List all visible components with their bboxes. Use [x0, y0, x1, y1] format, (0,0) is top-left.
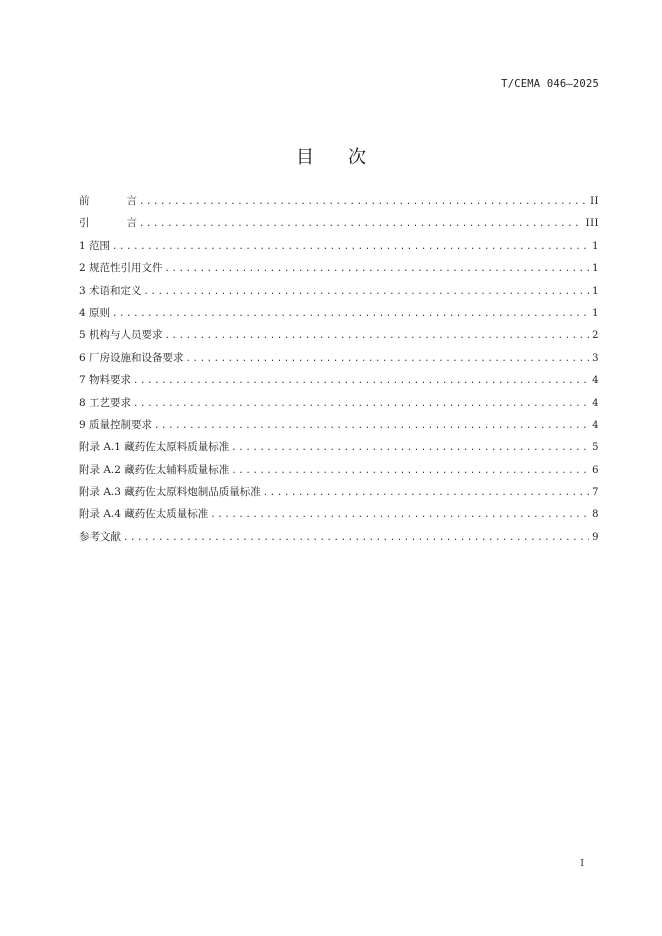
toc-dot-leader [154, 418, 589, 434]
toc-entry-page: 4 [592, 397, 599, 409]
page-number: I [580, 858, 584, 869]
toc-entry-page: II [590, 196, 599, 207]
toc-entry[interactable] [79, 350, 599, 372]
toc-entry-label: 引 言 [79, 217, 137, 230]
toc-entry-page: III [585, 218, 599, 230]
toc-entry[interactable] [79, 484, 599, 506]
toc-entry-label: 附录 A.1 藏药佐太原料质量标准 [79, 441, 230, 454]
toc-entry-label: 6 厂房设施和设备要求 [79, 351, 184, 364]
toc-dot-leader [123, 530, 589, 546]
toc-entry-page: 1 [592, 285, 599, 297]
toc-entry-page: 8 [592, 509, 599, 521]
table-of-contents [79, 193, 599, 551]
toc-entry[interactable] [79, 529, 599, 551]
toc-dot-leader [210, 507, 589, 523]
toc-dot-leader [133, 373, 589, 389]
toc-entry[interactable] [79, 439, 599, 461]
document-code: T/CEMA 046—2025 [501, 78, 599, 90]
toc-entry[interactable] [79, 417, 599, 439]
toc-entry-label: 9 质量控制要求 [79, 418, 153, 431]
toc-dot-leader [139, 216, 583, 232]
toc-entry-label: 7 物料要求 [79, 374, 132, 387]
toc-entry-page: 1 [592, 307, 599, 319]
toc-dot-leader [133, 396, 589, 412]
toc-entry-page: 2 [592, 330, 599, 342]
toc-entry[interactable] [79, 260, 599, 282]
toc-entry[interactable] [79, 215, 599, 237]
toc-dot-leader [231, 463, 589, 479]
toc-entry-label: 1 范围 [79, 239, 111, 252]
toc-entry-page: 7 [592, 487, 599, 499]
toc-entry-label: 前 言 [79, 195, 137, 207]
toc-entry-page: 1 [592, 263, 599, 275]
toc-entry-page: 3 [592, 352, 599, 364]
toc-entry[interactable] [79, 395, 599, 417]
toc-entry-page: 4 [592, 419, 599, 431]
toc-entry-label: 附录 A.2 藏药佐太辅料质量标准 [79, 463, 230, 476]
toc-entry-label: 2 规范性引用文件 [79, 262, 163, 275]
toc-entry[interactable] [79, 506, 599, 528]
toc-entry-page: 5 [592, 442, 599, 454]
toc-entry[interactable] [79, 238, 599, 260]
toc-entry-label: 4 原则 [79, 306, 111, 319]
page-title: 目次 [296, 147, 400, 168]
toc-dot-leader [263, 485, 589, 501]
toc-entry-page: 4 [592, 375, 599, 387]
toc-entry[interactable] [79, 372, 599, 394]
toc-dot-leader [144, 284, 590, 300]
toc-entry-label: 参考文献 [79, 530, 121, 543]
toc-entry-label: 8 工艺要求 [79, 396, 132, 409]
toc-dot-leader [112, 239, 589, 255]
toc-entry[interactable] [79, 283, 599, 305]
toc-entry[interactable] [79, 193, 599, 215]
toc-entry[interactable] [79, 305, 599, 327]
toc-entry-page: 1 [592, 240, 599, 252]
toc-dot-leader [139, 194, 587, 210]
toc-dot-leader [112, 306, 589, 322]
toc-dot-leader [165, 261, 590, 277]
toc-entry-label: 附录 A.4 藏药佐太质量标准 [79, 508, 209, 521]
toc-dot-leader [186, 351, 590, 367]
toc-dot-leader [165, 328, 590, 344]
toc-entry-label: 3 术语和定义 [79, 284, 142, 297]
toc-dot-leader [231, 440, 589, 456]
toc-entry-page: 9 [592, 531, 599, 543]
toc-entry-label: 5 机构与人员要求 [79, 329, 163, 342]
toc-entry[interactable] [79, 327, 599, 349]
toc-entry[interactable] [79, 462, 599, 484]
toc-entry-page: 6 [592, 464, 599, 476]
toc-entry-label: 附录 A.3 藏药佐太原料炮制品质量标准 [79, 486, 261, 499]
